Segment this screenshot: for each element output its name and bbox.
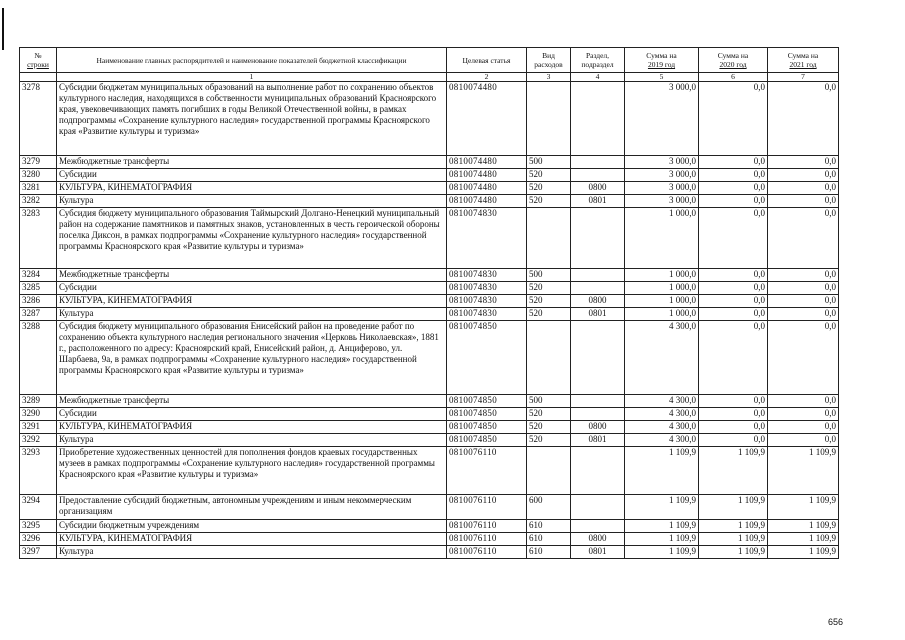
column-number: 3 xyxy=(527,73,571,82)
header-sum-2019: Сумма на 2019 год xyxy=(625,48,699,73)
header-row-number: № строки xyxy=(20,48,57,73)
sum-2021-cell: 0,0 xyxy=(768,169,839,182)
header-sum-2020: Сумма на 2020 год xyxy=(699,48,768,73)
expense-type-cell: 610 xyxy=(527,546,571,559)
header-target-article: Целевая статья xyxy=(447,48,527,73)
target-article-cell: 0810074480 xyxy=(447,156,527,169)
sum-2021-cell: 1 109,9 xyxy=(768,520,839,533)
table-row xyxy=(20,520,839,533)
row-number-cell: 3282 xyxy=(20,195,57,208)
name-cell: Культура xyxy=(57,195,447,208)
sum-2021-cell: 0,0 xyxy=(768,182,839,195)
sum-2020-cell: 0,0 xyxy=(699,321,768,395)
row-number-cell: 3281 xyxy=(20,182,57,195)
table-row xyxy=(20,321,839,395)
target-article-cell: 0810074850 xyxy=(447,321,527,395)
sum-2021-cell: 0,0 xyxy=(768,295,839,308)
section-cell: 0801 xyxy=(571,195,625,208)
sum-2019-cell: 4 300,0 xyxy=(625,321,699,395)
expense-type-cell: 500 xyxy=(527,269,571,282)
target-article-cell: 0810074850 xyxy=(447,421,527,434)
name-cell: КУЛЬТУРА, КИНЕМАТОГРАФИЯ xyxy=(57,295,447,308)
section-cell: 0800 xyxy=(571,421,625,434)
section-cell xyxy=(571,495,625,520)
sum-2019-cell: 1 000,0 xyxy=(625,208,699,269)
name-cell: КУЛЬТУРА, КИНЕМАТОГРАФИЯ xyxy=(57,182,447,195)
row-number-cell: 3283 xyxy=(20,208,57,269)
row-number-cell: 3286 xyxy=(20,295,57,308)
table-row xyxy=(20,295,839,308)
name-cell: КУЛЬТУРА, КИНЕМАТОГРАФИЯ xyxy=(57,533,447,546)
sum-2021-cell: 1 109,9 xyxy=(768,447,839,495)
sum-2019-cell: 3 000,0 xyxy=(625,182,699,195)
target-article-cell: 0810074830 xyxy=(447,295,527,308)
sum-2020-cell: 0,0 xyxy=(699,408,768,421)
sum-2020-cell: 0,0 xyxy=(699,82,768,156)
sum-2021-cell: 0,0 xyxy=(768,308,839,321)
table-row xyxy=(20,395,839,408)
sum-2021-cell: 0,0 xyxy=(768,269,839,282)
target-article-cell: 0810074830 xyxy=(447,308,527,321)
sum-2020-cell: 0,0 xyxy=(699,395,768,408)
name-cell: Культура xyxy=(57,546,447,559)
target-article-cell: 0810074830 xyxy=(447,269,527,282)
table-row xyxy=(20,533,839,546)
expense-type-cell xyxy=(527,208,571,269)
target-article-cell: 0810074850 xyxy=(447,395,527,408)
sum-2019-cell: 1 000,0 xyxy=(625,295,699,308)
section-cell xyxy=(571,282,625,295)
name-cell: Субсидия бюджету муниципального образования Таймырский Долгано-Ненецкий муниципальный район на содержание памятников и памятных знаков, установленных в честь героической обороны поселка Диксон, в рамках подпрограммы «Сохранение культурного наследия» государственной программы Красноярского края «Развитие культуры и туризма» xyxy=(57,208,447,269)
sum-2020-cell: 0,0 xyxy=(699,295,768,308)
sum-2020-cell: 0,0 xyxy=(699,195,768,208)
row-number-cell: 3288 xyxy=(20,321,57,395)
target-article-cell: 0810076110 xyxy=(447,546,527,559)
expense-type-cell: 520 xyxy=(527,408,571,421)
sum-2019-cell: 3 000,0 xyxy=(625,156,699,169)
section-cell xyxy=(571,447,625,495)
sum-2019-cell: 4 300,0 xyxy=(625,395,699,408)
expense-type-cell: 520 xyxy=(527,421,571,434)
page-number: 656 xyxy=(828,617,844,627)
table-row xyxy=(20,308,839,321)
name-cell: Субсидия бюджету муниципального образования Енисейский район на проведение работ по сохранению объекта культурного наследия регионального значения «Церковь Николаевская», 1881 г., расположенного по адресу: Красноярский край, Енисейский район, д. Анциферово, ул. Шарбаева, 9а, в рамках подпрограммы «Сохранение культурного наследия» государственной программы Красноярского края «Развитие культуры и туризма» xyxy=(57,321,447,395)
section-cell xyxy=(571,208,625,269)
column-number-row xyxy=(20,73,839,82)
expense-type-cell: 520 xyxy=(527,195,571,208)
expense-type-cell xyxy=(527,321,571,395)
expense-type-cell: 520 xyxy=(527,182,571,195)
sum-2019-cell: 1 000,0 xyxy=(625,282,699,295)
sum-2020-cell: 0,0 xyxy=(699,169,768,182)
sum-2021-cell: 0,0 xyxy=(768,282,839,295)
header-section: Раздел, подраздел xyxy=(571,48,625,73)
row-number-cell: 3291 xyxy=(20,421,57,434)
row-number-cell: 3292 xyxy=(20,434,57,447)
target-article-cell: 0810074830 xyxy=(447,282,527,295)
table-row xyxy=(20,421,839,434)
sum-2021-cell: 0,0 xyxy=(768,421,839,434)
column-number: 1 xyxy=(57,73,447,82)
row-number-cell: 3284 xyxy=(20,269,57,282)
target-article-cell: 0810074850 xyxy=(447,434,527,447)
target-article-cell: 0810074850 xyxy=(447,408,527,421)
table-row xyxy=(20,208,839,269)
header-name: Наименование главных распорядителей и наименование показателей бюджетной классификации xyxy=(57,48,447,73)
table-row xyxy=(20,282,839,295)
column-number: 2 xyxy=(447,73,527,82)
row-number-cell: 3279 xyxy=(20,156,57,169)
table-row xyxy=(20,546,839,559)
expense-type-cell: 520 xyxy=(527,308,571,321)
target-article-cell: 0810076110 xyxy=(447,533,527,546)
section-cell xyxy=(571,408,625,421)
name-cell: Культура xyxy=(57,434,447,447)
sum-2019-cell: 3 000,0 xyxy=(625,82,699,156)
row-number-cell: 3293 xyxy=(20,447,57,495)
target-article-cell: 0810074480 xyxy=(447,169,527,182)
name-cell: Межбюджетные трансферты xyxy=(57,156,447,169)
sum-2021-cell: 0,0 xyxy=(768,434,839,447)
sum-2019-cell: 1 000,0 xyxy=(625,269,699,282)
target-article-cell: 0810074480 xyxy=(447,182,527,195)
name-cell: Предоставление субсидий бюджетным, автономным учреждениям и иным некоммерческим организациям xyxy=(57,495,447,520)
row-number-cell: 3287 xyxy=(20,308,57,321)
sum-2019-cell: 1 109,9 xyxy=(625,447,699,495)
name-cell: Субсидии бюджетам муниципальных образований на выполнение работ по сохранению объектов культурного наследия, находящихся в собственности муниципальных образований Красноярского края, увековечивающих память погибших в годы Великой Отечественной войны, в рамках подпрограммы «Сохранение культурного наследия» государственной программы Красноярского края «Развитие культуры и туризма» xyxy=(57,82,447,156)
sum-2019-cell: 1 109,9 xyxy=(625,520,699,533)
name-cell: Субсидии бюджетным учреждениям xyxy=(57,520,447,533)
sum-2020-cell: 1 109,9 xyxy=(699,495,768,520)
table-row xyxy=(20,408,839,421)
expense-type-cell: 520 xyxy=(527,295,571,308)
name-cell: Субсидии xyxy=(57,169,447,182)
sum-2021-cell: 0,0 xyxy=(768,156,839,169)
row-number-cell: 3295 xyxy=(20,520,57,533)
table-row xyxy=(20,447,839,495)
sum-2020-cell: 0,0 xyxy=(699,208,768,269)
table-row xyxy=(20,195,839,208)
target-article-cell: 0810076110 xyxy=(447,495,527,520)
row-number-cell: 3294 xyxy=(20,495,57,520)
expense-type-cell: 520 xyxy=(527,169,571,182)
sum-2020-cell: 0,0 xyxy=(699,282,768,295)
sum-2019-cell: 3 000,0 xyxy=(625,169,699,182)
name-cell: Субсидии xyxy=(57,408,447,421)
section-cell: 0801 xyxy=(571,434,625,447)
sum-2020-cell: 1 109,9 xyxy=(699,520,768,533)
sum-2019-cell: 1 109,9 xyxy=(625,495,699,520)
sum-2021-cell: 0,0 xyxy=(768,195,839,208)
target-article-cell: 0810076110 xyxy=(447,447,527,495)
sum-2020-cell: 1 109,9 xyxy=(699,546,768,559)
target-article-cell: 0810074830 xyxy=(447,208,527,269)
row-number-cell: 3290 xyxy=(20,408,57,421)
sum-2020-cell: 0,0 xyxy=(699,269,768,282)
name-cell: Межбюджетные трансферты xyxy=(57,395,447,408)
column-number: 4 xyxy=(571,73,625,82)
sum-2021-cell: 1 109,9 xyxy=(768,533,839,546)
sum-2019-cell: 4 300,0 xyxy=(625,421,699,434)
row-number-cell: 3297 xyxy=(20,546,57,559)
expense-type-cell: 610 xyxy=(527,533,571,546)
column-number xyxy=(20,73,57,82)
margin-rule xyxy=(2,8,4,50)
table-row xyxy=(20,182,839,195)
expense-type-cell: 500 xyxy=(527,395,571,408)
section-cell xyxy=(571,82,625,156)
sum-2020-cell: 0,0 xyxy=(699,182,768,195)
sum-2020-cell: 0,0 xyxy=(699,421,768,434)
name-cell: Культура xyxy=(57,308,447,321)
name-cell: КУЛЬТУРА, КИНЕМАТОГРАФИЯ xyxy=(57,421,447,434)
sum-2019-cell: 1 109,9 xyxy=(625,546,699,559)
section-cell: 0800 xyxy=(571,533,625,546)
table-row xyxy=(20,269,839,282)
budget-table xyxy=(19,47,839,559)
sum-2021-cell: 0,0 xyxy=(768,82,839,156)
column-number: 5 xyxy=(625,73,699,82)
section-cell: 0801 xyxy=(571,546,625,559)
section-cell xyxy=(571,321,625,395)
section-cell xyxy=(571,169,625,182)
sum-2020-cell: 1 109,9 xyxy=(699,447,768,495)
expense-type-cell xyxy=(527,447,571,495)
table-row xyxy=(20,495,839,520)
table-row xyxy=(20,82,839,156)
sum-2020-cell: 0,0 xyxy=(699,434,768,447)
sum-2019-cell: 3 000,0 xyxy=(625,195,699,208)
target-article-cell: 0810074480 xyxy=(447,195,527,208)
sum-2021-cell: 1 109,9 xyxy=(768,495,839,520)
table-row xyxy=(20,156,839,169)
sum-2020-cell: 1 109,9 xyxy=(699,533,768,546)
section-cell xyxy=(571,395,625,408)
name-cell: Субсидии xyxy=(57,282,447,295)
section-cell: 0800 xyxy=(571,182,625,195)
expense-type-cell: 520 xyxy=(527,282,571,295)
section-cell xyxy=(571,520,625,533)
section-cell xyxy=(571,156,625,169)
sum-2021-cell: 1 109,9 xyxy=(768,546,839,559)
table-row xyxy=(20,169,839,182)
expense-type-cell: 600 xyxy=(527,495,571,520)
sum-2020-cell: 0,0 xyxy=(699,156,768,169)
row-number-cell: 3278 xyxy=(20,82,57,156)
name-cell: Приобретение художественных ценностей для пополнения фондов краевых государственных музеев в рамках подпрограммы «Сохранение культурного наследия» государственной программы Красноярского края «Развитие культуры и туризма» xyxy=(57,447,447,495)
table-row xyxy=(20,434,839,447)
sum-2020-cell: 0,0 xyxy=(699,308,768,321)
sum-2021-cell: 0,0 xyxy=(768,321,839,395)
row-number-cell: 3289 xyxy=(20,395,57,408)
expense-type-cell: 520 xyxy=(527,434,571,447)
column-number: 6 xyxy=(699,73,768,82)
row-number-cell: 3280 xyxy=(20,169,57,182)
sum-2021-cell: 0,0 xyxy=(768,408,839,421)
row-number-cell: 3296 xyxy=(20,533,57,546)
sum-2019-cell: 1 000,0 xyxy=(625,308,699,321)
expense-type-cell: 500 xyxy=(527,156,571,169)
row-number-cell: 3285 xyxy=(20,282,57,295)
table-header-row xyxy=(20,48,839,73)
sum-2021-cell: 0,0 xyxy=(768,395,839,408)
sum-2019-cell: 4 300,0 xyxy=(625,408,699,421)
section-cell xyxy=(571,269,625,282)
column-number: 7 xyxy=(768,73,839,82)
expense-type-cell xyxy=(527,82,571,156)
section-cell: 0801 xyxy=(571,308,625,321)
sum-2021-cell: 0,0 xyxy=(768,208,839,269)
section-cell: 0800 xyxy=(571,295,625,308)
sum-2019-cell: 4 300,0 xyxy=(625,434,699,447)
target-article-cell: 0810076110 xyxy=(447,520,527,533)
name-cell: Межбюджетные трансферты xyxy=(57,269,447,282)
expense-type-cell: 610 xyxy=(527,520,571,533)
header-sum-2021: Сумма на 2021 год xyxy=(768,48,839,73)
sum-2019-cell: 1 109,9 xyxy=(625,533,699,546)
header-expense-type: Вид расходов xyxy=(527,48,571,73)
target-article-cell: 0810074480 xyxy=(447,82,527,156)
